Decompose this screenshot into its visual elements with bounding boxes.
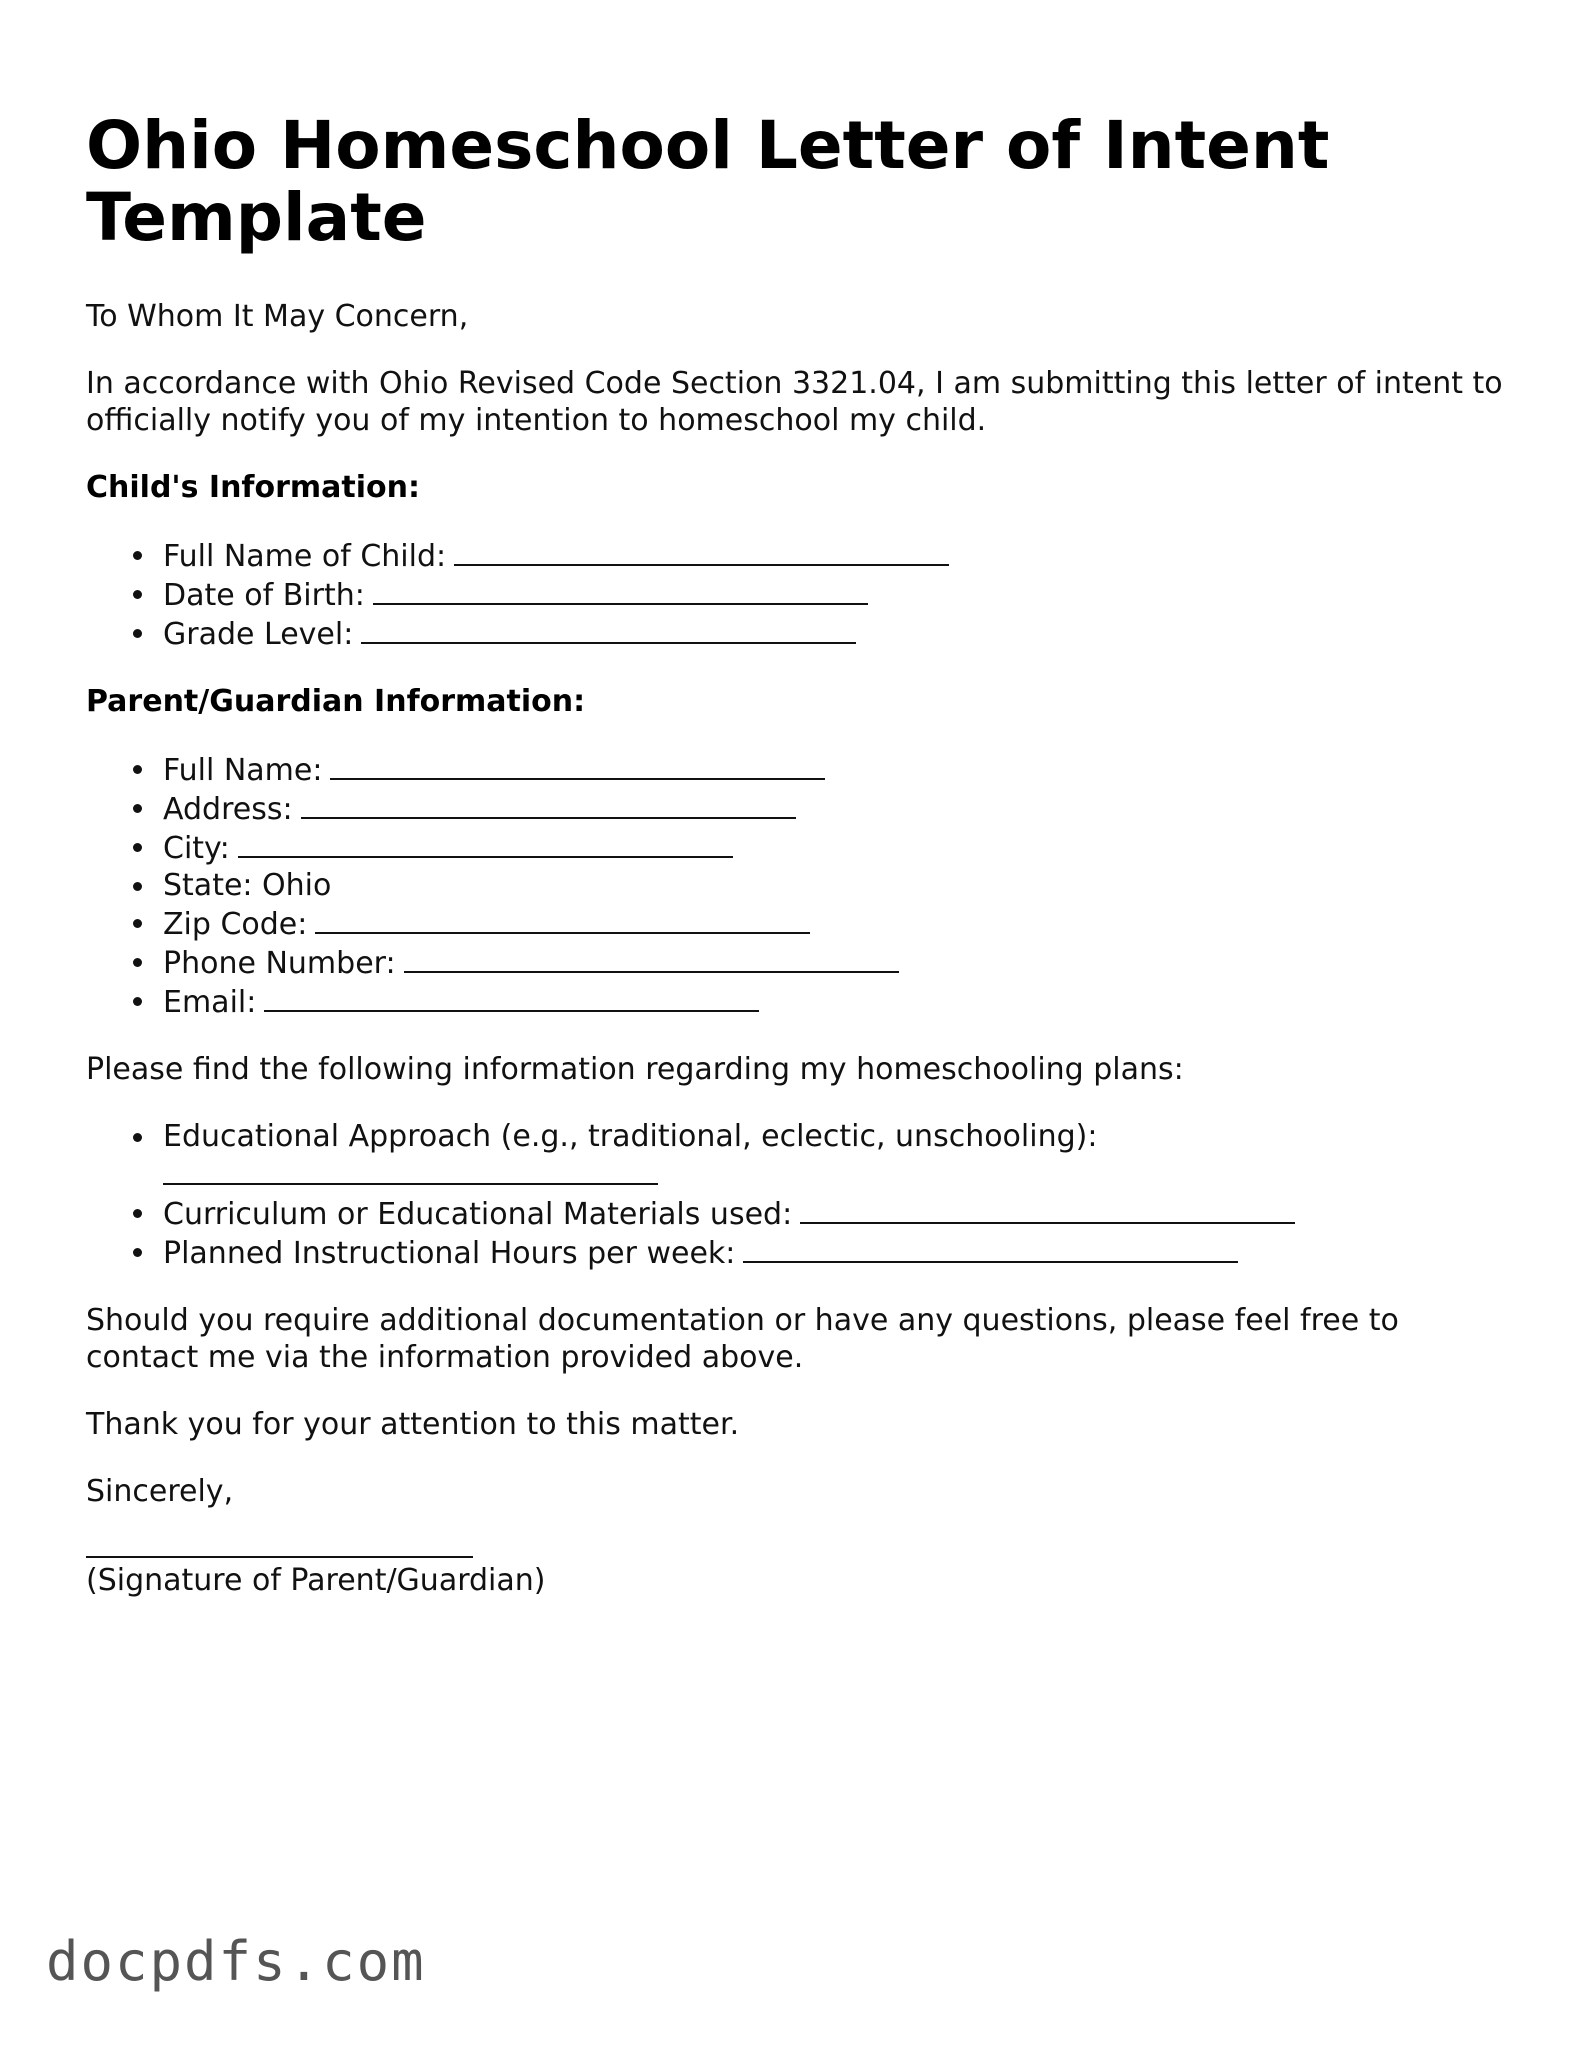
- letter-page: [86, 107, 1506, 1599]
- field-label: Full Name of Child:: [163, 539, 447, 574]
- sign-off: Sincerely,: [86, 1474, 234, 1509]
- thanks-paragraph: Thank you for your attention to this matter.: [86, 1407, 740, 1442]
- field-label: Phone Number:: [163, 946, 396, 981]
- field-label: Educational Approach (e.g., traditional, eclectic, unschooling):: [163, 1119, 1098, 1154]
- field-label: Email:: [163, 985, 257, 1020]
- list-item: [163, 575, 1506, 614]
- parent-info-list: [86, 750, 1506, 1021]
- list-item: [163, 789, 1506, 828]
- list-item: [163, 828, 1506, 867]
- list-item: [163, 904, 1506, 943]
- field-label: Planned Instructional Hours per week:: [163, 1236, 736, 1271]
- list-item: [163, 750, 1506, 789]
- signature-label: (Signature of Parent/Guardian): [86, 1563, 546, 1598]
- field-label: State: Ohio: [163, 868, 332, 903]
- field-label: Curriculum or Educational Materials used:: [163, 1197, 793, 1232]
- list-item: [163, 536, 1506, 575]
- field-label: City:: [163, 831, 230, 866]
- page-title: Ohio Homeschool Letter of Intent Template: [86, 107, 1330, 256]
- list-item: [163, 943, 1506, 982]
- email-blank[interactable]: [264, 982, 759, 1012]
- greeting: To Whom It May Concern,: [86, 299, 469, 334]
- educational-approach-blank[interactable]: [163, 1155, 658, 1185]
- watermark: docpdfs.com: [46, 1930, 426, 1993]
- field-label: Date of Birth:: [163, 578, 365, 613]
- list-item: [163, 982, 1506, 1021]
- child-name-blank[interactable]: [454, 536, 949, 566]
- child-info-heading: Child's Information:: [86, 470, 420, 505]
- child-info-list: [86, 536, 1506, 653]
- grade-level-blank[interactable]: [361, 614, 856, 644]
- plans-list: [86, 1118, 1506, 1272]
- field-label: Address:: [163, 792, 293, 827]
- intro-paragraph: In accordance with Ohio Revised Code Section 3321.04, I am submitting this letter of intent to officially notify you of my intention to homeschool my child.: [86, 366, 1503, 438]
- signature-line[interactable]: [86, 1556, 473, 1558]
- plans-intro: Please find the following information regarding my homeschooling plans:: [86, 1052, 1184, 1087]
- curriculum-blank[interactable]: [800, 1194, 1295, 1224]
- list-item: [163, 867, 1506, 904]
- field-label: Grade Level:: [163, 617, 354, 652]
- parent-name-blank[interactable]: [330, 750, 825, 780]
- list-item: [163, 1233, 1506, 1272]
- date-of-birth-blank[interactable]: [373, 575, 868, 605]
- field-label: Zip Code:: [163, 907, 308, 942]
- list-item: [163, 1194, 1506, 1233]
- list-item: [163, 1118, 1506, 1194]
- instructional-hours-blank[interactable]: [743, 1233, 1238, 1263]
- field-label: Full Name:: [163, 753, 323, 788]
- list-item: [163, 614, 1506, 653]
- phone-number-blank[interactable]: [404, 943, 899, 973]
- city-blank[interactable]: [238, 828, 733, 858]
- zip-code-blank[interactable]: [315, 904, 810, 934]
- parent-info-heading: Parent/Guardian Information:: [86, 684, 586, 719]
- address-blank[interactable]: [301, 789, 796, 819]
- contact-paragraph: Should you require additional documentation or have any questions, please feel free to contact me via the information provided above.: [86, 1303, 1399, 1375]
